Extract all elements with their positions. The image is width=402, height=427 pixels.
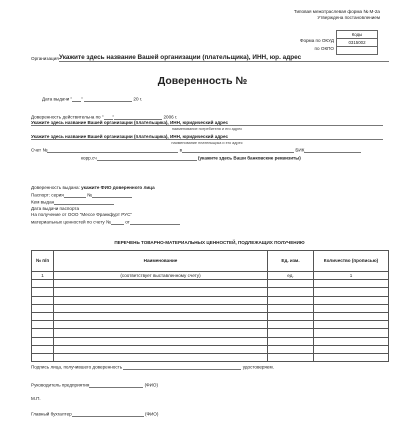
receive-from-line: На получение от ООО "Мессе Франкфурт РУС" bbox=[31, 212, 133, 217]
approval-line: Утверждена постановлением bbox=[317, 15, 380, 20]
col-header-qty: Количество (прописью) bbox=[314, 251, 389, 272]
table-row bbox=[32, 280, 389, 288]
table-row bbox=[32, 329, 389, 337]
table-header-row bbox=[32, 251, 389, 272]
codes-header: Коды bbox=[337, 31, 378, 39]
document-title: Доверенность № bbox=[157, 75, 248, 87]
valuables-line: материальных ценностей по счету № от bbox=[31, 219, 180, 225]
passport-date-line: Дата выдачи паспорта bbox=[31, 205, 80, 211]
form-type-line: Типовая межотраслевая форма № М-2а bbox=[293, 9, 380, 14]
accountant-signature-line: Главный бухгалтер (ФИО) bbox=[31, 411, 159, 417]
valid-until-line: Доверенность действительна по " " 2006 г. bbox=[31, 114, 178, 120]
cell-qty: 1 bbox=[314, 272, 389, 280]
table-row bbox=[32, 312, 389, 320]
col-header-no: № п/п bbox=[32, 251, 54, 272]
issued-by-line: Кем выдан bbox=[31, 199, 114, 205]
table-row bbox=[32, 288, 389, 296]
col-header-name: Наименование bbox=[54, 251, 268, 272]
okpo-label: по ОКПО bbox=[314, 46, 334, 51]
list-title: ПЕРЕЧЕНЬ ТОВАРНО-МАТЕРИАЛЬНЫХ ЦЕННОСТЕЙ, ПОДЛЕЖАЩИХ ПОЛУЧЕНИЮ bbox=[114, 240, 305, 245]
items-table bbox=[31, 250, 389, 362]
table-row bbox=[32, 353, 389, 361]
payer-value: Укажите здесь название Вашей организации (плательщика), ИНН, юридический адрес bbox=[31, 134, 383, 140]
person-signature-line: Подпись лица, получившего доверенность удостоверяем. bbox=[31, 364, 274, 370]
consumer-value: Укажите здесь название Вашей организации (плательщика), ИНН, юридический адрес bbox=[31, 120, 383, 126]
bank-korr-line: корр.сч (укажите здесь Ваши банковские реквизиты) bbox=[81, 155, 301, 161]
payer-caption: наименование плательщика и его адрес bbox=[171, 140, 243, 145]
table-row bbox=[32, 321, 389, 329]
issued-to-line: Доверенность выдана: укажите ФИО доверенного лица bbox=[31, 185, 155, 190]
table-row bbox=[32, 345, 389, 353]
stamp-place: М.П. bbox=[31, 396, 41, 401]
table-row bbox=[32, 272, 389, 280]
consumer-caption: наименование потребителя и его адрес bbox=[171, 126, 243, 131]
okud-code: 0315002 bbox=[337, 39, 378, 47]
table-row bbox=[32, 296, 389, 304]
cell-unit: ед. bbox=[268, 272, 314, 280]
issue-date-line: Дата выдачи " " 20 г. bbox=[42, 96, 143, 102]
table-row bbox=[32, 304, 389, 312]
codes-box bbox=[336, 30, 378, 55]
okud-label: Форма по ОКУД bbox=[299, 38, 334, 43]
passport-line: Паспорт: серия № bbox=[31, 192, 132, 198]
org-value: Укажите здесь название Вашей организации (плательщика), ИНН, юр. адрес bbox=[59, 54, 389, 62]
org-label: Организация bbox=[31, 56, 59, 61]
table-row bbox=[32, 337, 389, 345]
head-signature-line: Руководитель предприятия (ФИО) bbox=[31, 382, 159, 388]
bank-account-line: Счет № в БИК bbox=[31, 147, 387, 153]
cell-name: (соответствует выставленному счету) bbox=[54, 272, 268, 280]
col-header-unit: Ед. изм. bbox=[268, 251, 314, 272]
cell-no: 1 bbox=[32, 272, 54, 280]
